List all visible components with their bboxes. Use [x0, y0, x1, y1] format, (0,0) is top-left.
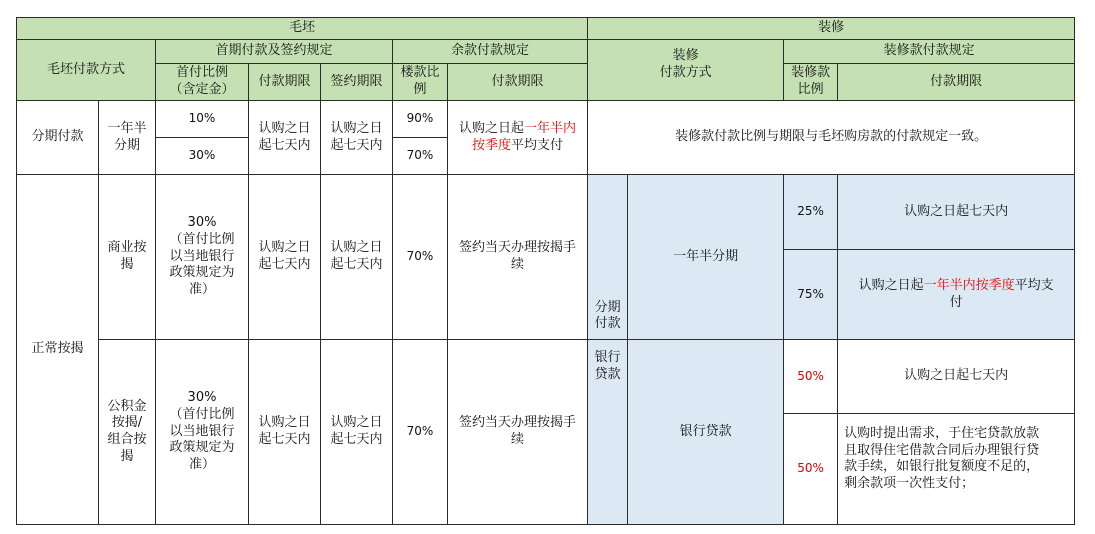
fund-balance-deadline: 签约当天办理按揭手 续	[448, 340, 588, 525]
installment-down-1: 10%	[156, 101, 249, 138]
fund-pay-deadline: 认购之日 起七天内	[249, 340, 321, 525]
installment-balance-deadline	[448, 101, 588, 175]
balance-ratio-header: 楼款比 例	[393, 64, 448, 101]
commercial-balance-ratio: 70%	[393, 175, 448, 340]
maopi-header: 毛坯	[17, 18, 588, 40]
maopi-method-header: 毛坯付款方式	[17, 40, 156, 101]
renovation-deadline-1: 认购之日起七天内	[838, 175, 1075, 250]
balance-deadline-text-a: 认购之日起	[459, 120, 525, 136]
payment-deadline-header: 付款期限	[249, 64, 321, 101]
installment-balance-1: 90%	[393, 101, 448, 138]
renovation-deadline-3: 认购之日起七天内	[838, 340, 1075, 414]
installment-sub: 一年半 分期	[99, 101, 156, 175]
renovation-ratio-75: 75%	[784, 250, 838, 340]
renovation-deadline-4: 认购时提出需求，于住宅贷款放款 且取得住宅借款合同后办理银行贷 款手续，如银行批复额度不足的， 剩余款项一次性支付；	[838, 414, 1075, 525]
renovation-rules-header: 装修款付款规定	[784, 40, 1075, 64]
commercial-balance-deadline: 签约当天办理按揭手 续	[448, 175, 588, 340]
down-payment-ratio-header: 首付比例 （含定金）	[156, 64, 249, 101]
renovation-deadline-header: 付款期限	[838, 64, 1075, 101]
renovation-installment-plan: 一年半分期	[628, 175, 784, 340]
renovation-method-header: 装修 付款方式	[588, 40, 784, 101]
renovation-installment-label: 分期 付款	[588, 175, 628, 340]
balance-deadline-header: 付款期限	[448, 64, 588, 101]
renovation-ratio-50b: 50%	[784, 414, 838, 525]
installment-down-2: 30%	[156, 138, 249, 175]
renovation-ratio-25: 25%	[784, 175, 838, 250]
renovation-bank-label: 银行 贷款	[588, 340, 628, 525]
signing-deadline-header: 签约期限	[321, 64, 393, 101]
renovation-ratio-header: 装修款 比例	[784, 64, 838, 101]
renovation-ratio-50a: 50%	[784, 340, 838, 414]
first-payment-rules-header: 首期付款及签约规定	[156, 40, 393, 64]
installment-pay-deadline: 认购之日 起七天内	[249, 101, 321, 175]
balance-rules-header: 余款付款规定	[393, 40, 588, 64]
installment-type: 分期付款	[17, 101, 99, 175]
commercial-down-payment: 30% （首付比例 以当地银行 政策规定为 准）	[156, 175, 249, 340]
renovation-deadline-2-red: 一年半内按季度	[923, 277, 1015, 293]
renovation-bank-plan: 银行贷款	[628, 340, 784, 525]
renovation-deadline-2-a: 认购之日起	[858, 277, 924, 293]
fund-sign-deadline: 认购之日 起七天内	[321, 340, 393, 525]
commercial-sign-deadline: 认购之日 起七天内	[321, 175, 393, 340]
commercial-loan-label: 商业按 揭	[99, 175, 156, 340]
renovation-deadline-2-b: 平均支 付	[949, 277, 1054, 310]
balance-deadline-text-b: 平均支付	[511, 137, 564, 153]
payment-rules-table	[16, 17, 1075, 525]
fund-loan-label: 公积金 按揭/ 组合按 揭	[99, 340, 156, 525]
payment-rules-table-container	[16, 17, 1075, 525]
balance-deadline-red-1: 一年半内	[524, 120, 577, 136]
fund-balance-ratio: 70%	[393, 340, 448, 525]
zhuangxiu-header: 装修	[588, 18, 1075, 40]
installment-sign-deadline: 认购之日 起七天内	[321, 101, 393, 175]
balance-deadline-red-2: 按季度	[472, 137, 512, 153]
installment-balance-2: 70%	[393, 138, 448, 175]
fund-down-payment: 30% （首付比例 以当地银行 政策规定为 准）	[156, 340, 249, 525]
renovation-deadline-2	[838, 250, 1075, 340]
mortgage-type: 正常按揭	[17, 175, 99, 525]
renovation-note: 装修款付款比例与期限与毛坯购房款的付款规定一致。	[588, 101, 1075, 175]
commercial-pay-deadline: 认购之日 起七天内	[249, 175, 321, 340]
